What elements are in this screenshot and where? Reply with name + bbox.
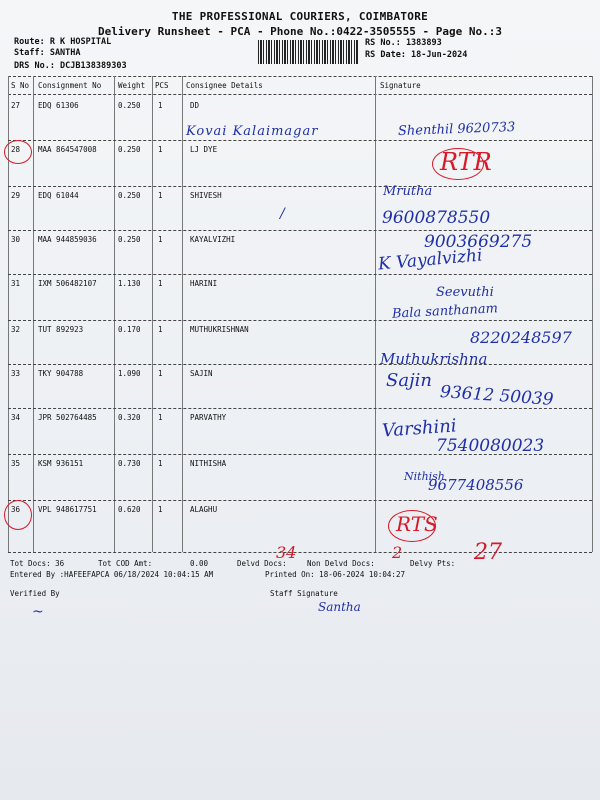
row-consignment-no: KSM 936151: [38, 459, 84, 468]
rtr-circle: [432, 148, 484, 180]
row-consignment-no: JPR 502764485: [38, 413, 97, 422]
verified-signature: ~: [32, 604, 44, 620]
row-pcs: 1: [158, 145, 163, 154]
tick-mark: /: [280, 206, 285, 222]
col-divider: [114, 76, 115, 552]
signature-33: Sajin: [386, 370, 432, 391]
row-weight: 0.250: [118, 191, 141, 200]
row-weight: 0.250: [118, 235, 141, 244]
number-33: 93612 50039: [439, 382, 555, 410]
row-pcs: 1: [158, 325, 163, 334]
row-sno: 35: [11, 459, 21, 468]
rs-date: RS Date: 18-Jun-2024: [365, 50, 468, 60]
signature-34: Varshini: [381, 415, 458, 442]
row-consignee: SAJIN: [190, 369, 213, 378]
row-consignee: MUTHUKRISHNAN: [190, 325, 249, 334]
handwritten-address: Kovai Kalaimagar: [186, 124, 319, 139]
rs-number: RS No.: 1383893: [365, 38, 442, 48]
signature-35: Nithish: [404, 470, 445, 483]
row-pcs: 1: [158, 459, 163, 468]
col-divider: [592, 76, 593, 552]
staff-signature-label: Staff Signature: [270, 589, 338, 598]
staff-label: Staff: SANTHA: [14, 48, 81, 58]
row-weight: 0.170: [118, 325, 141, 334]
signature-27: Shenthil 9620733: [397, 119, 516, 140]
row-sno: 33: [11, 369, 21, 378]
table-bottom-rule: [8, 552, 592, 553]
row-pcs: 1: [158, 235, 163, 244]
row-separator: [8, 364, 592, 365]
row-sno: 32: [11, 325, 21, 334]
delvy-pts-label: Delvy Pts:: [410, 559, 456, 568]
row-consignee: SHIVESH: [190, 191, 222, 200]
non-delvd-count: 2: [392, 543, 403, 562]
col-header-signature: Signature: [380, 81, 421, 90]
row-consignee: DD: [190, 101, 200, 110]
phone-30: 9003669275: [424, 232, 533, 252]
row-consignee: PARVATHY: [190, 413, 227, 422]
row-separator: [8, 408, 592, 409]
route-label: Route: R K HOSPITAL: [14, 37, 112, 47]
row-pcs: 1: [158, 101, 163, 110]
row-separator: [8, 500, 592, 501]
entered-by: Entered By :HAFEEFAPCA 06/18/2024 10:04:15 AM: [10, 570, 214, 579]
row-pcs: 1: [158, 279, 163, 288]
signature-30: K Vayalvizhi: [377, 245, 484, 275]
signature-29: Mrutha: [383, 184, 433, 199]
printed-on: Printed On: 18-06-2024 10:04:27: [265, 570, 405, 579]
signature-32: Bala santhanam: [391, 301, 499, 322]
row-sno: 31: [11, 279, 21, 288]
tot-cod-label: Tot COD Amt:: [98, 559, 153, 568]
row-separator: [8, 230, 592, 231]
row-consignee: LJ DYE: [190, 145, 218, 154]
barcode: [258, 40, 358, 64]
row-weight: 1.130: [118, 279, 141, 288]
row-pcs: 1: [158, 369, 163, 378]
delvd-count: 34: [276, 543, 297, 562]
signature-32b: Muthukrishna: [380, 350, 488, 368]
col-divider: [33, 76, 34, 552]
col-header-sno: S No: [11, 81, 30, 90]
row-sno: 30: [11, 235, 21, 244]
row-consignment-no: MAA 944859036: [38, 235, 97, 244]
rtr-mark: RTR: [440, 148, 492, 176]
verified-by-label: Verified By: [10, 589, 60, 598]
row-separator: [8, 274, 592, 275]
row-separator: [8, 320, 592, 321]
row-separator: [8, 186, 592, 187]
row-pcs: 1: [158, 505, 163, 514]
col-header-consignment: Consignment No: [38, 81, 102, 90]
drs-number: DRS No.: DCJB138389303: [14, 61, 127, 71]
row-sno: 28: [11, 145, 21, 154]
row-consignment-no: IXM 506482107: [38, 279, 97, 288]
row-consignment-no: EDQ 61044: [38, 191, 79, 200]
row-weight: 1.090: [118, 369, 141, 378]
header-rule: [8, 94, 592, 95]
rts-mark: RTS: [396, 512, 438, 536]
delvd-docs-label: Delvd Docs:: [237, 559, 287, 568]
row-weight: 0.320: [118, 413, 141, 422]
delvy-pts-count: 27: [474, 540, 502, 565]
row-weight: 0.620: [118, 505, 141, 514]
phone-35: 9677408556: [428, 476, 524, 494]
row-consignee: KAYALVIZHI: [190, 235, 236, 244]
signature-31: Seevuthi: [436, 285, 494, 300]
col-divider: [152, 76, 153, 552]
staff-handwritten-signature: Santha: [318, 600, 361, 614]
col-header-consignee: Consignee Details: [186, 81, 263, 90]
row-weight: 0.250: [118, 101, 141, 110]
row-28-circle: [4, 140, 32, 164]
row-sno: 27: [11, 101, 21, 110]
col-header-weight: Weight: [118, 81, 146, 90]
table-top-rule: [8, 76, 592, 77]
phone-34: 7540080023: [436, 436, 545, 456]
row-consignment-no: EDQ 61306: [38, 101, 79, 110]
rts-circle: [388, 510, 436, 542]
row-consignee: ALAGHU: [190, 505, 218, 514]
row-weight: 0.250: [118, 145, 141, 154]
row-sno: 29: [11, 191, 21, 200]
col-divider: [182, 76, 183, 552]
col-header-pcs: PCS: [155, 81, 169, 90]
phone-32: 8220248597: [470, 328, 572, 347]
row-consignment-no: MAA 864547008: [38, 145, 97, 154]
tot-cod-amount: 0.00: [190, 559, 209, 568]
row-consignment-no: VPL 948617751: [38, 505, 97, 514]
row-pcs: 1: [158, 191, 163, 200]
row-consignee: NITHISHA: [190, 459, 227, 468]
row-consignee: HARINI: [190, 279, 218, 288]
row-consignment-no: TKY 904788: [38, 369, 84, 378]
company-title: THE PROFESSIONAL COURIERS, COIMBATORE: [171, 10, 429, 23]
phone-29: 9600878550: [382, 208, 491, 228]
row-consignment-no: TUT 892923: [38, 325, 84, 334]
runsheet-title: Delivery Runsheet - PCA - Phone No.:0422-3505555 - Page No.:3: [98, 25, 502, 38]
row-pcs: 1: [158, 413, 163, 422]
col-divider: [375, 76, 376, 552]
non-delvd-docs-label: Non Delvd Docs:: [307, 559, 375, 568]
row-weight: 0.730: [118, 459, 141, 468]
row-separator: [8, 140, 592, 141]
row-36-circle: [4, 500, 32, 530]
tot-docs: Tot Docs: 36: [10, 559, 65, 568]
row-sno: 34: [11, 413, 21, 422]
row-sno: 36: [11, 505, 21, 514]
